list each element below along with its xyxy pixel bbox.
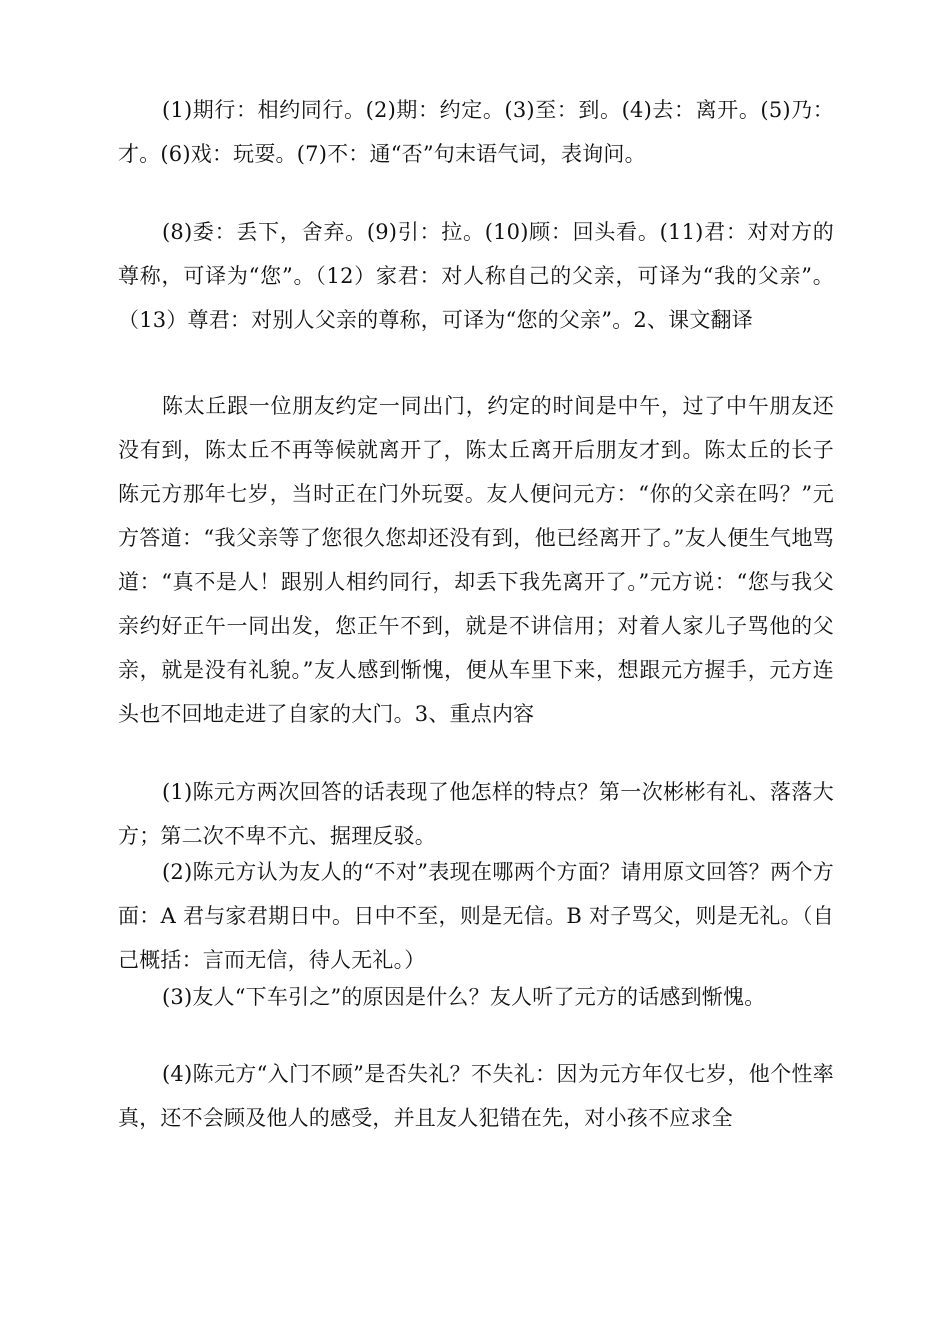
paragraph-question-4: (4)陈元方“入门不顾”是否失礼？不失礼：因为元方年仅七岁，他个性率真，还不会顾及他人的感受，并且友人犯错在先，对小孩不应求全: [118, 1062, 834, 1130]
paragraph-translation: 陈太丘跟一位朋友约定一同出门，约定的时间是中午，过了中午朋友还没有到，陈太丘不再等候就离开了，陈太丘离开后朋友才到。陈太丘的长子陈元方那年七岁，当时正在门外玩耍。友人便问元方：“你的父亲在吗？”元方答道：“我父亲等了您很久您却还没有到，他已经离开了。”友人便生气地骂道：“真不是人！跟别人相约同行，却丢下我先离开了。”元方说：“您与我父亲约好正午一同出发，您正午不到，就是不讲信用；对着人家儿子骂他的父亲，就是没有礼貌。”友人感到惭愧，便从车里下来，想跟元方握手，元方连头也不回地走进了自家的大门。3、重点内容: [118, 394, 834, 726]
paragraph-question-3: (3)友人“下车引之”的原因是什么？友人听了元方的话感到惭愧。: [162, 985, 766, 1009]
paragraph-word-notes-1: (1)期行：相约同行。(2)期：约定。(3)至：到。(4)去：离开。(5)乃：才。(6)戏：玩耍。(7)不：通“否”句末语气词，表询问。: [118, 98, 834, 166]
paragraph-word-notes-2: (8)委：丢下，舍弃。(9)引：拉。(10)顾：回头看。(11)君：对对方的尊称，可译为“您”。（12）家君：对人称自己的父亲，可译为“我的父亲”。（13）尊君：对别人父亲的尊称，可译为“您的父亲”。2、课文翻译: [118, 220, 834, 332]
paragraph-question-1: (1)陈元方两次回答的话表现了他怎样的特点？第一次彬彬有礼、落落大方；第二次不卑不亢、据理反驳。: [118, 780, 834, 848]
paragraph-question-2: (2)陈元方认为友人的“不对”表现在哪两个方面？请用原文回答？两个方面：A 君与家君期日中。日中不至，则是无信。B 对子骂父，则是无礼。（自己概括：言而无信，待人无礼。）: [118, 860, 834, 972]
